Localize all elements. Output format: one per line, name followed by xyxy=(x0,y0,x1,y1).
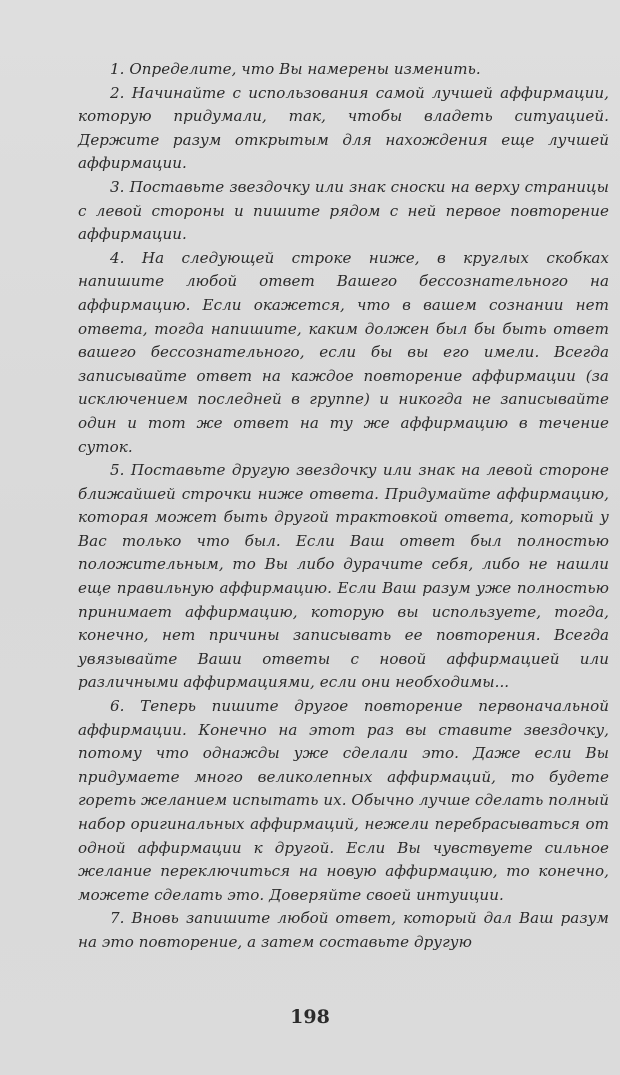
body-text xyxy=(78,58,609,955)
paragraph-2: 2. Начинайте с использования самой лучшей аффирмации, которую придумали, так, чтобы владеть ситуацией. Держите разум открытым для нахождения еще лучшей аффирмации. xyxy=(78,83,609,173)
paragraph-1: 1. Определите, что Вы намерены изменить. xyxy=(110,60,481,78)
paragraph-7: 7. Вновь запишите любой ответ, который дал Ваш разум на это повторение, а затем составьте другую xyxy=(78,909,609,951)
paragraph-6: 6. Теперь пишите другое повторение первоначальной аффирмации. Конечно на этот раз вы ставите звездочку, потому что однажды уже сделали это. Даже если Вы придумаете много великолепных аффирмаций, то будете гореть желанием испытать их. Обычно лучше сделать полный набор оригинальных аффирмаций, нежели перебрасываться от одной аффирмации к другой. Если Вы чувствуете сильное желание переключиться на новую аффирмацию, то конечно, можете сделать это. Доверяйте своей интуиции. xyxy=(78,697,609,904)
paragraph-4: 4. На следующей строке ниже, в круглых скобках напишите любой ответ Вашего бессознательного на аффирмацию. Если окажется, что в вашем сознании нет ответа, тогда напишите, каким должен был бы быть ответ вашего бессознательного, если бы вы его имели. Всегда записывайте ответ на каждое повторение аффирмации (за исключением последней в группе) и никогда не записывайте один и тот же ответ на ту же аффирмацию в течение суток. xyxy=(78,248,609,456)
page-number: 198 xyxy=(290,1006,330,1028)
paragraph-3: 3. Поставьте звездочку или знак сноски на верху страницы с левой стороны и пишите рядом с ней первое повторение аффирмации. xyxy=(78,177,609,244)
paragraph-5: 5. Поставьте другую звездочку или знак на левой стороне ближайшей строчки ниже ответа. Придумайте аффирмацию, которая может быть другой трактовкой ответа, который у Вас только что был. Если Ваш ответ был полностью положительным, то Вы либо дурачите себя, либо не нашли еще правильную аффирмацию. Если Ваш разум уже полностью принимает аффирмацию, которую вы используете, тогда, конечно, нет причины записывать ее повторения. Всегда увязывайте Ваши ответы с новой аффирмацией или различными аффирмациями, если они необходимы... xyxy=(78,461,609,692)
